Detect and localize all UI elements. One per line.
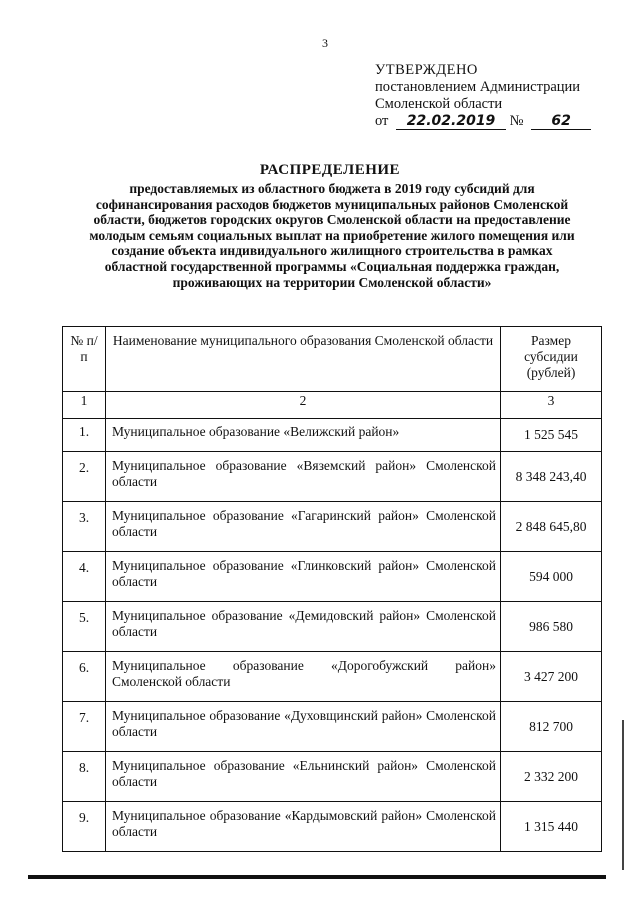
subsidy-amount: 812 700 bbox=[501, 702, 602, 752]
table-row bbox=[63, 652, 602, 702]
header-amount: Размер субсидии (рублей) bbox=[501, 327, 602, 392]
row-number: 6. bbox=[63, 652, 106, 702]
subtitle-line: софинансирования расходов бюджетов муниципальных районов Смоленской bbox=[95, 196, 569, 212]
date-prefix: от bbox=[375, 113, 389, 129]
row-number: 2. bbox=[63, 452, 106, 502]
municipality-name: Муниципальное образование «Глинковский район» Смоленской области bbox=[106, 552, 501, 602]
column-index-row bbox=[63, 392, 602, 419]
table-row bbox=[63, 752, 602, 802]
municipality-name: Муниципальное образование «Демидовский район» Смоленской области bbox=[106, 602, 501, 652]
subtitle-line: областной государственной программы «Социальная поддержка граждан, bbox=[104, 258, 560, 274]
column-index: 3 bbox=[501, 392, 602, 419]
table-row bbox=[63, 502, 602, 552]
document-title: РАСПРЕДЕЛЕНИЕ bbox=[259, 162, 401, 178]
table-row bbox=[63, 552, 602, 602]
table-row bbox=[63, 419, 602, 452]
header-name: Наименование муниципального образования Смоленской области bbox=[106, 327, 501, 392]
scan-bottom-bar bbox=[28, 875, 606, 879]
subtitle-line: предоставляемых из областного бюджета в 2019 году субсидий для bbox=[129, 181, 535, 196]
row-number: 7. bbox=[63, 702, 106, 752]
subsidy-table bbox=[62, 326, 602, 852]
row-number: 4. bbox=[63, 552, 106, 602]
municipality-name: Муниципальное образование «Велижский район» bbox=[106, 419, 501, 452]
table-row bbox=[63, 602, 602, 652]
number-prefix: № bbox=[509, 113, 524, 129]
page-number: 3 bbox=[322, 36, 328, 50]
subtitle-line: проживающих на территории Смоленской области» bbox=[172, 274, 492, 290]
column-index: 1 bbox=[63, 392, 106, 419]
subsidy-amount: 986 580 bbox=[501, 602, 602, 652]
row-number: 3. bbox=[63, 502, 106, 552]
document-subtitle bbox=[58, 181, 606, 290]
handwritten-number: 62 bbox=[531, 114, 591, 130]
table-row bbox=[63, 702, 602, 752]
scan-edge-mark bbox=[622, 720, 624, 870]
row-number: 1. bbox=[63, 419, 106, 452]
municipality-name: Муниципальное образование «Кардымовский район» Смоленской области bbox=[106, 802, 501, 852]
row-number: 9. bbox=[63, 802, 106, 852]
header-num: № п/п bbox=[63, 327, 106, 392]
municipality-name: Муниципальное образование «Дорогобужский район» Смоленской области bbox=[106, 652, 501, 702]
subsidy-amount: 1 315 440 bbox=[501, 802, 602, 852]
column-index: 2 bbox=[106, 392, 501, 419]
municipality-name: Муниципальное образование «Вяземский район» Смоленской области bbox=[106, 452, 501, 502]
row-number: 8. bbox=[63, 752, 106, 802]
subsidy-amount: 3 427 200 bbox=[501, 652, 602, 702]
municipality-name: Муниципальное образование «Ельнинский район» Смоленской области bbox=[106, 752, 501, 802]
approval-date-line bbox=[375, 113, 591, 130]
subsidy-amount: 1 525 545 bbox=[501, 419, 602, 452]
subtitle-line: молодым семьям социальных выплат на приобретение жилого помещения или bbox=[89, 227, 575, 243]
row-number: 5. bbox=[63, 602, 106, 652]
handwritten-date: 22.02.2019 bbox=[396, 114, 506, 130]
subtitle-line: области, бюджетов городских округов Смоленской области на предоставление bbox=[93, 212, 571, 228]
municipality-name: Муниципальное образование «Гагаринский район» Смоленской области bbox=[106, 502, 501, 552]
subsidy-amount: 2 332 200 bbox=[501, 752, 602, 802]
approval-heading: УТВЕРЖДЕНО bbox=[375, 62, 478, 78]
table-header-row bbox=[63, 327, 602, 392]
subsidy-amount: 2 848 645,80 bbox=[501, 502, 602, 552]
table-row bbox=[63, 452, 602, 502]
approval-line-2: Смоленской области bbox=[375, 96, 503, 112]
approval-block bbox=[375, 62, 591, 130]
subtitle-line: создание объекта индивидуального жилищного строительства в рамках bbox=[111, 243, 553, 259]
subsidy-amount: 8 348 243,40 bbox=[501, 452, 602, 502]
approval-line-1: постановлением Администрации bbox=[375, 79, 581, 95]
table-row bbox=[63, 802, 602, 852]
subsidy-amount: 594 000 bbox=[501, 552, 602, 602]
municipality-name: Муниципальное образование «Духовщинский район» Смоленской области bbox=[106, 702, 501, 752]
